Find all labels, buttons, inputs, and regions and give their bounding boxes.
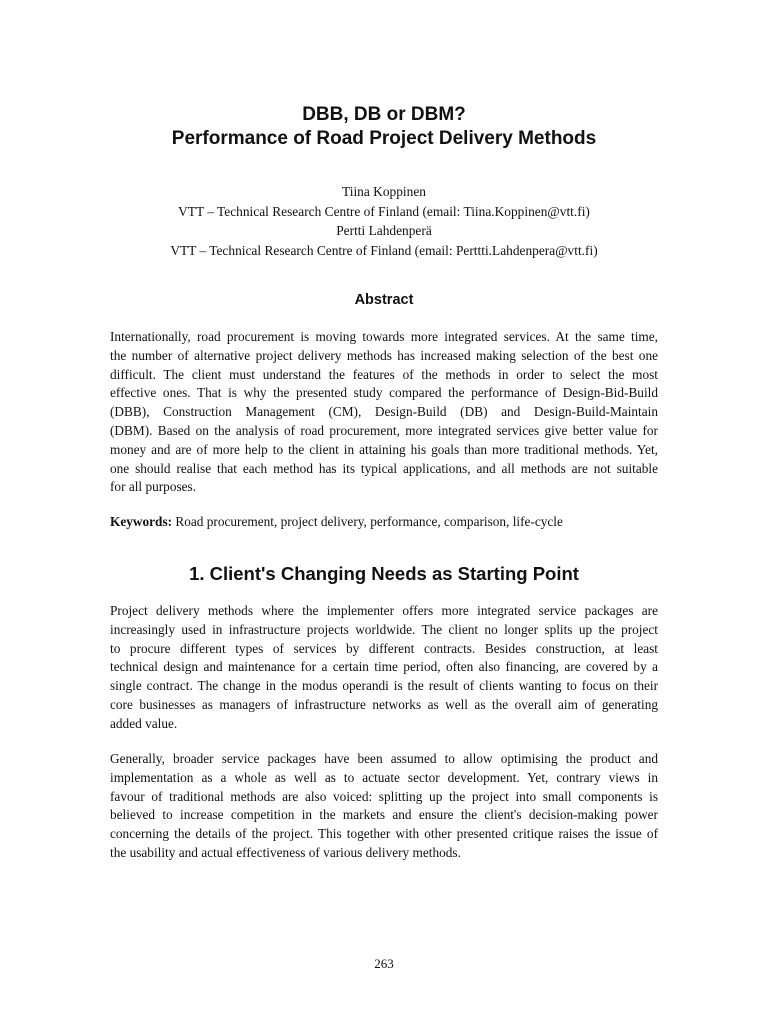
text-line: the usability and actual effectiveness of various delivery methods. bbox=[110, 844, 461, 860]
keywords-line bbox=[110, 512, 658, 531]
text-line: Internationally, road procurement is moving towards more integrated services. At the same time, bbox=[110, 329, 658, 344]
author-name: Pertti Lahdenperä bbox=[336, 223, 432, 238]
text-line: believed to increase competition in the markets and ensure the client's decision-making power bbox=[110, 807, 658, 823]
title-line-2: Performance of Road Project Delivery Methods bbox=[171, 128, 597, 149]
keywords-label: Keywords: bbox=[110, 514, 173, 529]
text-line: (DBB), Construction Management (CM), Design-Build (DB) and Design-Build-Maintain bbox=[110, 404, 658, 420]
author-block bbox=[0, 182, 768, 260]
text-line: technical design and maintenance for a certain time period, often also financing, are covered by a bbox=[110, 659, 658, 675]
text-line: core businesses as managers of infrastructure networks as well as the overall aim of generating bbox=[110, 696, 658, 712]
section-heading: 1. Client's Changing Needs as Starting Point bbox=[189, 563, 579, 584]
text-line: implementation as a whole as well as to actuate sector development. Yet, contrary views in bbox=[110, 769, 658, 785]
text-line: (DBM). Based on the analysis of road procurement, more integrated services give better value for bbox=[110, 422, 658, 438]
text-line: difficult. The client must understand the features of the methods in order to select the most bbox=[110, 366, 658, 382]
page-number: 263 bbox=[374, 956, 394, 971]
body-paragraph bbox=[110, 602, 658, 734]
abstract-paragraph bbox=[110, 328, 658, 497]
text-line: favour of traditional methods are also voiced: splitting up the project into small components is bbox=[110, 788, 658, 804]
abstract-heading: Abstract bbox=[354, 292, 414, 308]
keywords-text: Road procurement, project delivery, performance, comparison, life-cycle bbox=[172, 514, 563, 529]
title-line-1: DBB, DB or DBM? bbox=[302, 104, 466, 125]
author-affiliation: VTT – Technical Research Centre of Finland (email: Perttti.Lahdenpera@vtt.fi) bbox=[170, 242, 598, 258]
paper-title bbox=[0, 103, 768, 151]
text-line: Generally, broader service packages have been assumed to allow optimising the product and bbox=[110, 751, 658, 766]
text-line: single contract. The change in the modus operandi is the result of clients wanting to focus on their bbox=[110, 678, 658, 694]
author-name: Tiina Koppinen bbox=[342, 184, 426, 199]
text-line: effective ones. That is why the presented study compared the performance of Design-Bid-Build bbox=[110, 385, 658, 401]
text-line: increasingly used in infrastructure projects worldwide. The client no longer splits up the project bbox=[110, 621, 658, 637]
text-line: Project delivery methods where the implementer offers more integrated service packages are bbox=[110, 603, 658, 618]
text-line: for all purposes. bbox=[110, 479, 197, 495]
author-affiliation: VTT – Technical Research Centre of Finland (email: Tiina.Koppinen@vtt.fi) bbox=[178, 203, 590, 219]
text-line: to procure different types of services by different contracts. Besides construction, at least bbox=[110, 640, 658, 656]
text-line: money and are of more help to the client in attaining his goals than more traditional methods. Yet, bbox=[110, 441, 658, 457]
text-line: added value. bbox=[110, 715, 178, 731]
text-line: the number of alternative project delivery methods has increased making selection of the best one bbox=[110, 347, 658, 363]
body-paragraph bbox=[110, 750, 658, 863]
text-line: concerning the details of the project. This together with other presented critique raises the issue of bbox=[110, 826, 658, 842]
text-line: one should realise that each method has its typical applications, and all methods are not suitable bbox=[110, 460, 658, 476]
